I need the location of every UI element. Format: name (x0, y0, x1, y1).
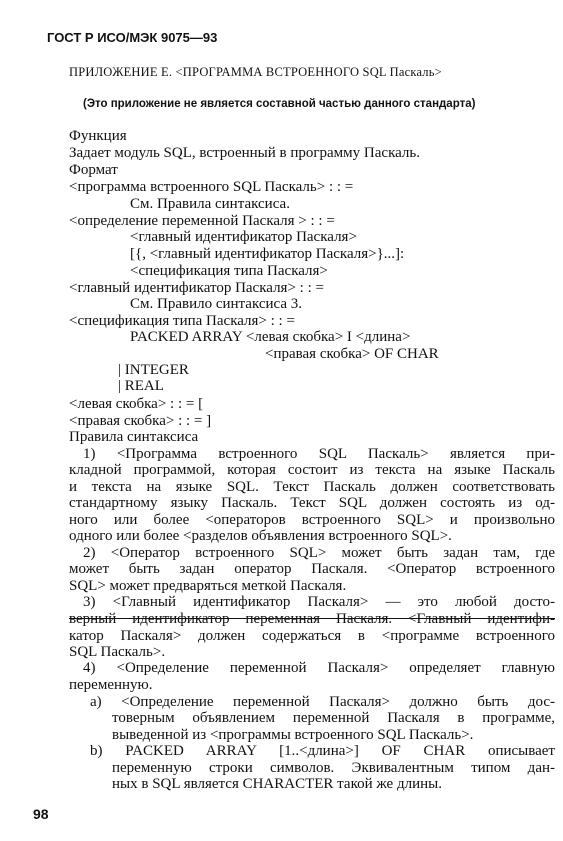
rules-line: кладной программой, которая состоит из текста на языке Паскаль (69, 462, 555, 478)
format-line: <правая скобка> OF CHAR (265, 346, 439, 362)
format-line: | INTEGER (118, 362, 189, 378)
format-line: <главный идентификатор Паскаля> : : = (69, 280, 324, 296)
page-header: ГОСТ Р ИСО/МЭК 9075—93 (47, 30, 218, 45)
rules-line: товерным объявлением переменной Паскаля в программе, (112, 710, 555, 726)
format-line: <определение переменной Паскаля > : : = (69, 213, 335, 229)
format-line: <спецификация типа Паскаля> : : = (69, 313, 295, 329)
rules-line: переменную строки символов. Эквивалентным типом дан- (112, 760, 555, 776)
function-text: Задает модуль SQL, встроенный в программу Паскаль. (69, 145, 420, 161)
rules-line: 1) <Программа встроенного SQL Паскаль> является при- (83, 446, 555, 462)
rules-line: 3) <Главный идентификатор Паскаля> — это любой досто- (83, 594, 555, 610)
rules-line: и текста на языке SQL. Текст Паскаль должен соответствовать (69, 479, 555, 495)
rules-line: 2) <Оператор встроенного SQL> может быть задан там, где (83, 545, 555, 561)
format-line: <программа встроенного SQL Паскаль> : : = (69, 179, 354, 195)
rules-line: b) PACKED ARRAY [1..<длина>] OF CHAR описывает (90, 743, 555, 759)
rules-line: переменную. (69, 677, 153, 693)
rules-line: одного или более <разделов объявления встроенного SQL>. (69, 528, 452, 544)
format-line: См. Правила синтаксиса. (130, 196, 290, 212)
appendix-title: ПРИЛОЖЕНИЕ Е. <ПРОГРАММА ВСТРОЕННОГО SQL Паскаль> (69, 65, 442, 79)
format-heading: Формат (69, 162, 118, 178)
rules-line: a) <Определение переменной Паскаля> должно быть дос- (90, 694, 555, 710)
rules-line: катор Паскаля> должен содержаться в <программе встроенного (69, 628, 555, 644)
rules-line: может быть задан оператор Паскаля. <Оператор встроенного (69, 561, 555, 577)
rules-line: верный идентификатор переменная Паскаля. <Главный идентифи- (69, 611, 555, 627)
rules-line: 4) <Определение переменной Паскаля> определяет главную (83, 660, 555, 676)
format-line: | REAL (118, 378, 164, 394)
rules-line: ных в SQL является CHARACTER такой же длины. (112, 776, 442, 792)
rules-line: стандартному языку Паскаль. Текст SQL должен состоять из од- (69, 495, 555, 511)
rules-line: ного или более <операторов встроенного SQL> и произвольно (69, 512, 555, 528)
function-heading: Функция (69, 128, 127, 144)
appendix-note: (Это приложение не является составной частью данного стандарта) (83, 98, 476, 110)
rules-line: SQL Паскаль>. (69, 644, 166, 660)
format-line: [{, <главный идентификатор Паскаля>}...]: (130, 246, 405, 262)
format-line: <левая скобка> : : = [ (69, 396, 204, 412)
format-line: <правая скобка> : : = ] (69, 413, 212, 429)
rules-line: SQL> может предваряться меткой Паскаля. (69, 578, 347, 594)
format-line: <главный идентификатор Паскаля> (130, 229, 357, 245)
format-line: См. Правило синтаксиса 3. (130, 296, 303, 312)
rules-line: выведенной из <программы встроенного SQL Паскаль>. (112, 727, 474, 743)
format-line: PACKED ARRAY <левая скобка> I <длина> (130, 329, 411, 345)
rules-heading: Правила синтаксиса (69, 429, 199, 445)
page-number: 98 (33, 806, 49, 822)
format-line: <спецификация типа Паскаля> (130, 263, 328, 279)
